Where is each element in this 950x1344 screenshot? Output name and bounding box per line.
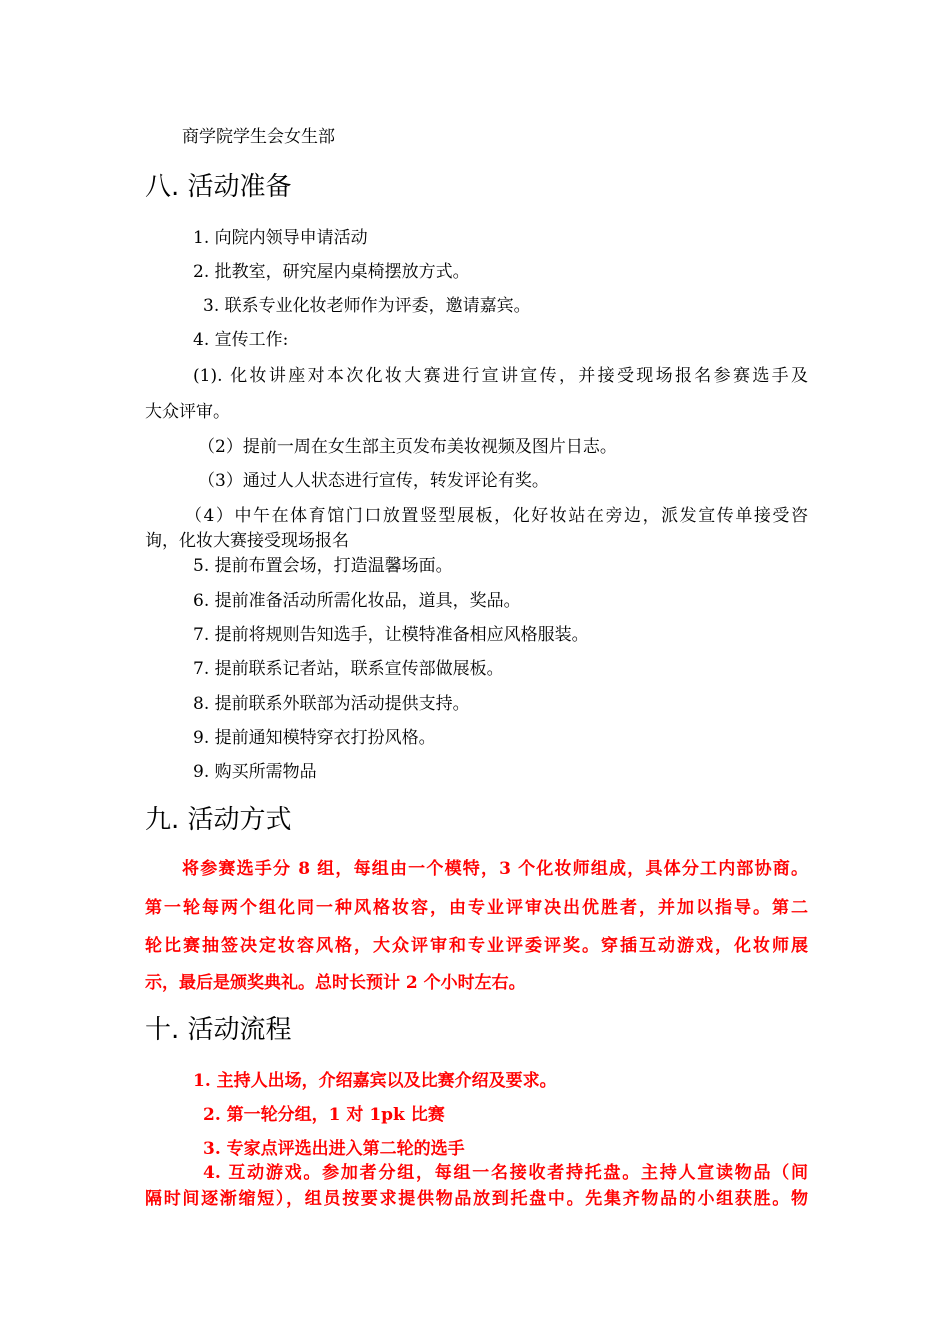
prep-item-9b: 9. 购买所需物品 xyxy=(193,762,317,782)
prep-sub-4-line-1: （4）中午在体育馆门口放置竖型展板，化好妆站在旁边，派发宣传单接受咨 xyxy=(185,506,808,526)
prep-item-7b: 7. 提前联系记者站，联系宣传部做展板。 xyxy=(193,659,504,679)
prep-sub-2: （2）提前一周在女生部主页发布美妆视频及图片日志。 xyxy=(198,437,617,457)
prep-item-3: 3. 联系专业化妆老师作为评委，邀请嘉宾。 xyxy=(203,296,531,316)
prep-sub-1-line-1: (1). 化妆讲座对本次化妆大赛进行宣讲宣传，并接受现场报名参赛选手及 xyxy=(193,366,808,386)
method-line-3: 轮比赛抽签决定妆容风格，大众评审和专业评委评奖。穿插互动游戏，化妆师展 xyxy=(145,936,808,956)
prep-sub-1-line-2: 大众评审。 xyxy=(145,402,230,422)
flow-item-1: 1. 主持人出场，介绍嘉宾以及比赛介绍及要求。 xyxy=(193,1071,557,1091)
prep-item-2: 2. 批教室，研究屋内桌椅摆放方式。 xyxy=(193,262,470,282)
prep-item-5: 5. 提前布置会场，打造温馨场面。 xyxy=(193,556,453,576)
method-line-2: 第一轮每两个组化同一种风格妆容，由专业评审决出优胜者，并加以指导。第二 xyxy=(145,898,808,918)
prep-item-4: 4. 宣传工作: xyxy=(193,330,289,350)
prep-item-9a: 9. 提前通知模特穿衣打扮风格。 xyxy=(193,728,436,748)
prep-sub-3: （3）通过人人状态进行宣传，转发评论有奖。 xyxy=(198,471,549,491)
prep-item-7a: 7. 提前将规则告知选手，让模特准备相应风格服装。 xyxy=(193,625,589,645)
flow-item-4-line-2: 隔时间逐渐缩短），组员按要求提供物品放到托盘中。先集齐物品的小组获胜。物 xyxy=(145,1189,808,1209)
section-10-title: 十. 活动流程 xyxy=(145,1015,292,1045)
method-line-4: 示，最后是颁奖典礼。总时长预计 2 个小时左右。 xyxy=(145,973,526,993)
method-line-1: 将参赛选手分 8 组，每组由一个模特，3 个化妆师组成，具体分工内部协商。 xyxy=(182,859,808,879)
org-name: 商学院学生会女生部 xyxy=(182,127,335,147)
flow-item-4-line-1: 4. 互动游戏。参加者分组，每组一名接收者持托盘。主持人宣读物品（间 xyxy=(203,1163,808,1183)
flow-item-3: 3. 专家点评选出进入第二轮的选手 xyxy=(203,1139,465,1159)
prep-item-8: 8. 提前联系外联部为活动提供支持。 xyxy=(193,694,470,714)
prep-item-6: 6. 提前准备活动所需化妆品，道具，奖品。 xyxy=(193,591,521,611)
prep-item-1: 1. 向院内领导申请活动 xyxy=(193,228,368,248)
section-8-title: 八. 活动准备 xyxy=(145,172,292,202)
prep-sub-4-line-2: 询，化妆大赛接受现场报名 xyxy=(145,531,349,551)
flow-item-2: 2. 第一轮分组，1 对 1pk 比赛 xyxy=(203,1105,445,1125)
section-9-title: 九. 活动方式 xyxy=(145,805,292,835)
